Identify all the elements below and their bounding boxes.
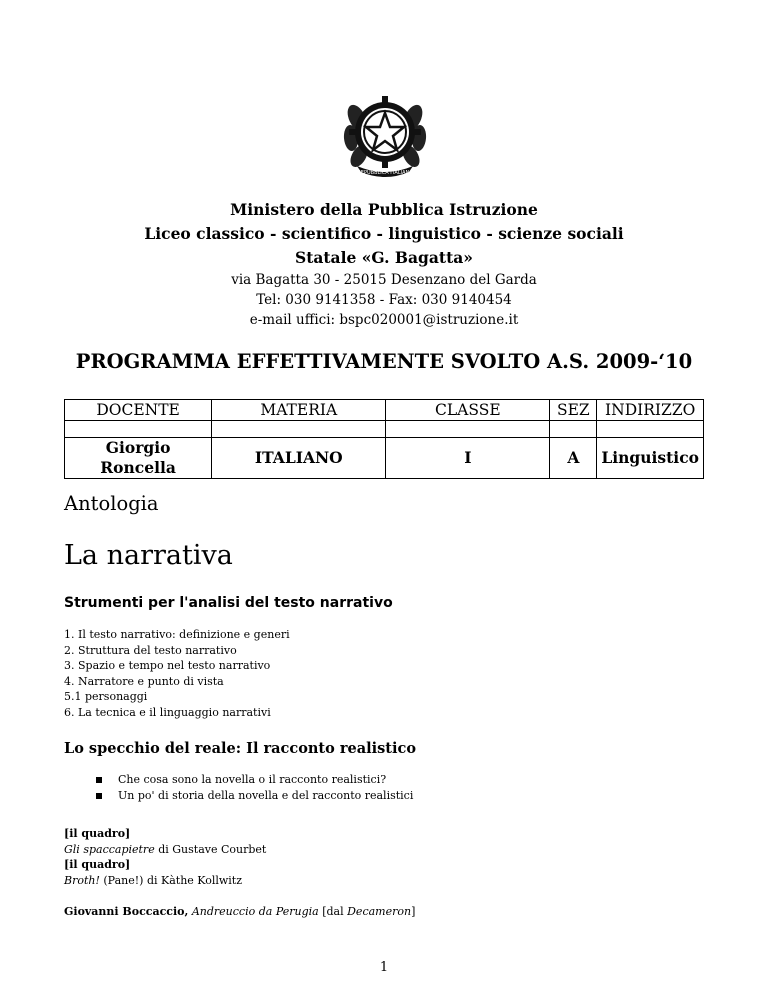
header-sez: SEZ: [550, 400, 597, 421]
table-empty-row: [65, 421, 704, 438]
list-item: 6. La tecnica e il linguaggio narrativi: [64, 705, 271, 719]
artwork-label: [il quadro]: [64, 858, 131, 871]
square-bullet-icon: [96, 793, 102, 799]
school-address: via Bagatta 30 - 25015 Desenzano del Garda: [231, 272, 537, 288]
page-number: 1: [379, 960, 389, 975]
school-type: Liceo classico - scientifico - linguistico - scienze sociali: [144, 224, 624, 243]
section-title: Antologia: [64, 492, 159, 515]
artwork-entry: Gli spaccapietre di Gustave Courbet: [64, 842, 267, 856]
school-phone: Tel: 030 9141358 - Fax: 030 9140454: [256, 292, 512, 308]
list-item: 2. Struttura del testo narrativo: [64, 643, 237, 657]
header-docente: DOCENTE: [65, 400, 212, 421]
value-docente: Giorgio Roncella: [65, 438, 212, 479]
value-indirizzo: Linguistico: [597, 438, 704, 479]
list-item: 1. Il testo narrativo: definizione e generi: [64, 628, 290, 641]
school-name: Statale «G. Bagatta»: [295, 248, 473, 267]
header-indirizzo: INDIRIZZO: [597, 400, 704, 421]
artworks-list: [64, 826, 266, 888]
ministry-name: Ministero della Pubblica Istruzione: [230, 200, 538, 219]
chapter-title: La narrativa: [64, 540, 233, 571]
artwork-entry: Broth! (Pane!) di Kàthe Kollwitz: [64, 873, 243, 887]
svg-text:REPUBBLICA ITALIANA: REPUBBLICA ITALIANA: [357, 170, 413, 176]
realism-bullet-list: [96, 772, 413, 803]
course-info-table: [64, 399, 704, 479]
table-header-row: [65, 400, 704, 421]
header-classe: CLASSE: [386, 400, 550, 421]
artwork-label: [il quadro]: [64, 827, 131, 840]
subsection-title-analysis: Strumenti per l'analisi del testo narrativo: [64, 595, 393, 611]
list-item: 5.1 personaggi: [64, 690, 148, 703]
reading-entry: Giovanni Boccaccio, Andreuccio da Perugia [dal Decameron]: [64, 905, 416, 918]
list-item: Che cosa sono la novella o il racconto realistici?: [96, 772, 413, 788]
list-item: Un po' di storia della novella e del racconto realistici: [96, 788, 413, 804]
square-bullet-icon: [96, 777, 102, 783]
subsection-title-realism: Lo specchio del reale: Il racconto realistico: [64, 740, 416, 757]
italian-republic-emblem-icon: [335, 88, 435, 178]
header-materia: MATERIA: [212, 400, 386, 421]
program-title: PROGRAMMA EFFETTIVAMENTE SVOLTO A.S. 2009-‘10: [75, 350, 693, 373]
value-materia: ITALIANO: [212, 438, 386, 479]
value-sez: A: [550, 438, 597, 479]
analysis-list: [64, 627, 290, 720]
school-header: [0, 198, 768, 330]
table-row: [65, 438, 704, 479]
list-item: 3. Spazio e tempo nel testo narrativo: [64, 659, 271, 672]
list-item: 4. Narratore e punto di vista: [64, 674, 224, 688]
school-email: e-mail uffici: bspc020001@istruzione.it: [249, 312, 519, 328]
value-classe: I: [386, 438, 550, 479]
